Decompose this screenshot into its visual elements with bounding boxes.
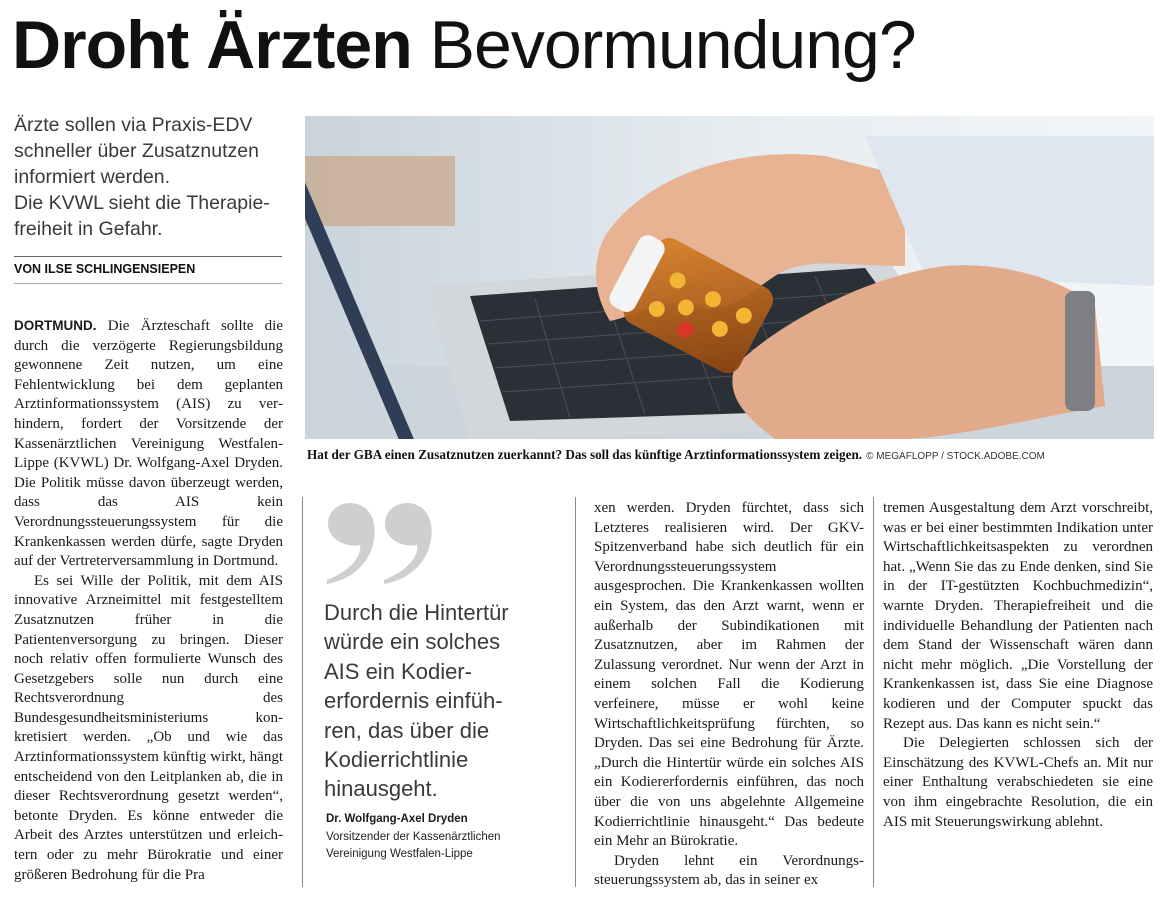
dateline: DORTMUND. xyxy=(14,318,97,333)
column-divider xyxy=(873,497,874,887)
paragraph: Die Delegierten schlossen sich der Einschätzung des KVWL-Chefs an. Mit nur einer Enthaltung verabschiedeten sie eine von ihm eingebrachte Resolution, die ein AIS mit Steuerungswirkung ablehnt. xyxy=(883,735,1153,830)
article-photo xyxy=(305,116,1154,439)
article-column-2 xyxy=(594,499,864,891)
paragraph-text: Die Ärzteschaft sollte die durch die verzögerte Regierungsbildung gewonnene Zeit nutzen, um eine Fehlentwicklung bei dem geplanten Arztinformationssystem (AIS) zu verhindern, fordert der Vorsitzende der Kassenärztlichen Vereinigung Westfalen-Lippe (KVWL) Dr. Wolfgang-Axel Dryden. Die Politik müsse davon überzeugt werden, dass das AIS kein Verordnungssteuerungssystem für die Krankenkassen werden dürfe, sagte Dryden auf der Vertreterversammlung in Dortmund. xyxy=(14,318,284,570)
byline: VON ILSE SCHLINGENSIEPEN xyxy=(14,262,196,276)
column-divider xyxy=(575,497,576,887)
caption-text: Hat der GBA einen Zusatznutzen zuerkannt? Das soll das künftige Arztinformationssystem zeigen. xyxy=(307,447,863,462)
column-divider xyxy=(302,497,303,887)
quote-author-role: Vorsitzender der Kassenärztlichen Vereinigung Westfalen-Lippe xyxy=(326,831,501,860)
photo-shelf xyxy=(305,156,455,226)
watch xyxy=(1065,291,1095,411)
photo-credit: © MEGAFLOPP / STOCK.ADOBE.COM xyxy=(866,451,1045,462)
headline-bold: Droht Ärzten xyxy=(12,7,412,83)
paragraph: tremen Ausgestaltung dem Arzt vorschreibt, was er bei einer bestimmten Indikation unter Wirtschaftlichkeitsaspekten zu verordnen hat. „Wenn Sie das zu Ende denken, sind Sie in der IT-gestützten Kochbuchmedizin“, warnte Dryden. Therapiefreiheit und die individuelle Behandlung der Patienten nach dem Stand der Wissenschaft wären dann nicht mehr möglich. „Die Vorstellung der Krankenkassen ist, dass Sie eine Diagnose kodieren und der Computer spuckt das Rezept aus. Das kann es nicht sein.“ xyxy=(883,500,1153,732)
paragraph: Dryden lehnt ein Verordnungssteuerungssystem ab, das in seiner ex xyxy=(594,852,864,889)
byline-rule xyxy=(14,256,282,257)
headline xyxy=(12,0,916,90)
quote-mark-icon xyxy=(322,500,442,590)
article-column-3 xyxy=(883,499,1153,832)
paragraph: Es sei Wille der Politik, mit dem AIS innovative Arzneimittel mit festgestelltem Zusatznutzen früher in die Patientenversorgung zu bringen. Dieser noch relativ offen formulierte Wunsch des Gesetzgebers solle nun durch eine Rechtsverordnung des Bundesgesundheitsministeriums konkretisiert werden. „Ob und wie das Arztinformationssystem künftig wirkt, hängt entscheidend von den Leitplanken ab, die in dieser Rechtsverordnung gesetzt werden“, betonte Dryden. Es könne entweder die Arbeit des Arztes unterstützen und erleichtern oder zu mehr Bürokratie und einer größeren Bedrohung für die Pra xyxy=(14,572,283,883)
teaser: Ärzte sollen via Praxis-EDV schneller über Zusatznutzen informiert werden. Die KVWL sieht die Therapie- freiheit in Gefahr. xyxy=(14,114,270,240)
paragraph xyxy=(14,316,283,572)
quote-text: Durch die Hintertür würde ein solches AIS ein Kodier- erfordernis einfüh- ren, das über die Kodierrichtlinie hinausgeht. xyxy=(324,600,509,802)
photo-caption xyxy=(307,447,1045,463)
pull-quote xyxy=(322,500,562,860)
byline-rule-bottom xyxy=(14,283,282,284)
quote-author: Dr. Wolfgang-Axel Dryden xyxy=(326,813,468,825)
paragraph: xen werden. Dryden fürchtet, dass sich Letzteres realisieren wird. Der GKV-Spitzenverband habe sich deutlich für ein Verordnungssteuerungssystem ausgesprochen. Die Krankenkassen wollten ein System, das den Arzt warnt, wenn er außerhalb der Subindikationen mit Zusatznutzen, aber im Rahmen der Zulassung verordnet. Nur wenn der Arzt in einem solchen Fall die Kodierung verfeinere, müsse er wohl keine Wirtschaftlichkeitsprüfung fürchten, so Dryden. Das sei eine Bedrohung für Ärzte. „Durch die Hintertür würde ein solches AIS ein Kodiererfordernis einführen, das noch über die von uns abgelehnte Allgemeine Kodierrichtlinie hinausgeht.“ Das bedeute ein Mehr an Bürokratie. xyxy=(594,500,864,850)
article-column-1 xyxy=(14,316,283,885)
headline-light: Bevormundung? xyxy=(429,7,916,83)
